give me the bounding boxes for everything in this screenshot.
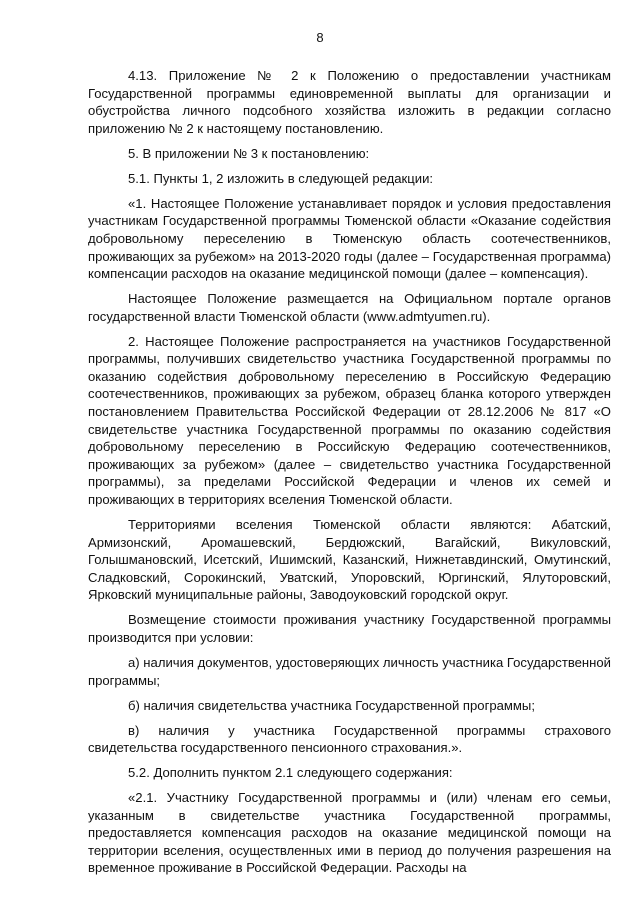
page-number: 8 (316, 30, 324, 45)
paragraph-4-13: 4.13. Приложение № 2 к Положению о предоставлении участникам Государственной программы единовременной выплаты для организации и обустройства личного подсобного хозяйства изложить в редакции согласно приложению № 2 к настоящему постановлению. (88, 68, 611, 136)
paragraph-clause-2-1: «2.1. Участнику Государственной программы и (или) членам его семьи, указанным в свидетельстве участника Государственной программы, предоставляется компенсация расходов на оказание медицинской помощи на территории вселения, осуществленных ими в период до получения разрешения на временное проживание в Российской Федерации. Расходы на (88, 790, 611, 876)
paragraph-condition-b: б) наличия свидетельства участника Государственной программы; (128, 697, 535, 713)
paragraph-5-1: 5.1. Пункты 1, 2 изложить в следующей редакции: (128, 170, 434, 186)
paragraph-territories: Территориями вселения Тюменской области являются: Абатский, Армизонский, Аромашевский, Бердюжский, Вагайский, Викуловский, Голышмановский, Исетский, Ишимский, Казанский, Нижнетавдинский, Омутинский, Сладковский, Сорокинский, Уватский, Упоровский, Юргинский, Ялуторовский, Ярковский муниципальные районы, Заводоуковский городской округ. (88, 517, 611, 603)
paragraph-condition-a: а) наличия документов, удостоверяющих личность участника Государственной программы; (88, 654, 611, 688)
paragraph-5: 5. В приложении № 3 к постановлению: (128, 145, 370, 161)
paragraph-5-2: 5.2. Дополнить пунктом 2.1 следующего содержания: (128, 765, 453, 781)
paragraph-reimbursement: Возмещение стоимости проживания участнику Государственной программы производится при условии: (88, 612, 611, 645)
paragraph-condition-v: в) наличия у участника Государственной программы страхового свидетельства государственного пенсионного страхования.». (88, 722, 611, 756)
paragraph-portal: Настоящее Положение размещается на Официальном портале органов государственной власти Тюменской области (www.admtyumen.ru). (88, 291, 611, 324)
paragraph-clause-1: «1. Настоящее Положение устанавливает порядок и условия предоставления участникам Государственной программы Тюменской области «Оказание содействия добровольному переселению в Тюменскую область соотечественников, проживающих за рубежом» на 2013-2020 годы (далее – Государственная программа) компенсации расходов на оказание медицинской помощи (далее – компенсация). (88, 195, 611, 282)
document-body (88, 67, 611, 884)
paragraph-clause-2: 2. Настоящее Положение распространяется на участников Государственной программы, получивших свидетельство участника Государственной программы по оказанию содействия добровольному переселению в Российскую Федерацию соотечественников, проживающих за рубежом, образец бланка которого утвержден постановлением Правительства Российской Федерации от 28.12.2006 № 817 «О свидетельстве участника Государственной программы по оказанию содействия добровольному переселению в Российскую Федерацию соотечественников, проживающих за рубежом» (далее – свидетельство участника Государственной программы), за пределами Российской Федерации и членов их семей и проживающих в территориях вселения Тюменской области. (88, 333, 611, 508)
